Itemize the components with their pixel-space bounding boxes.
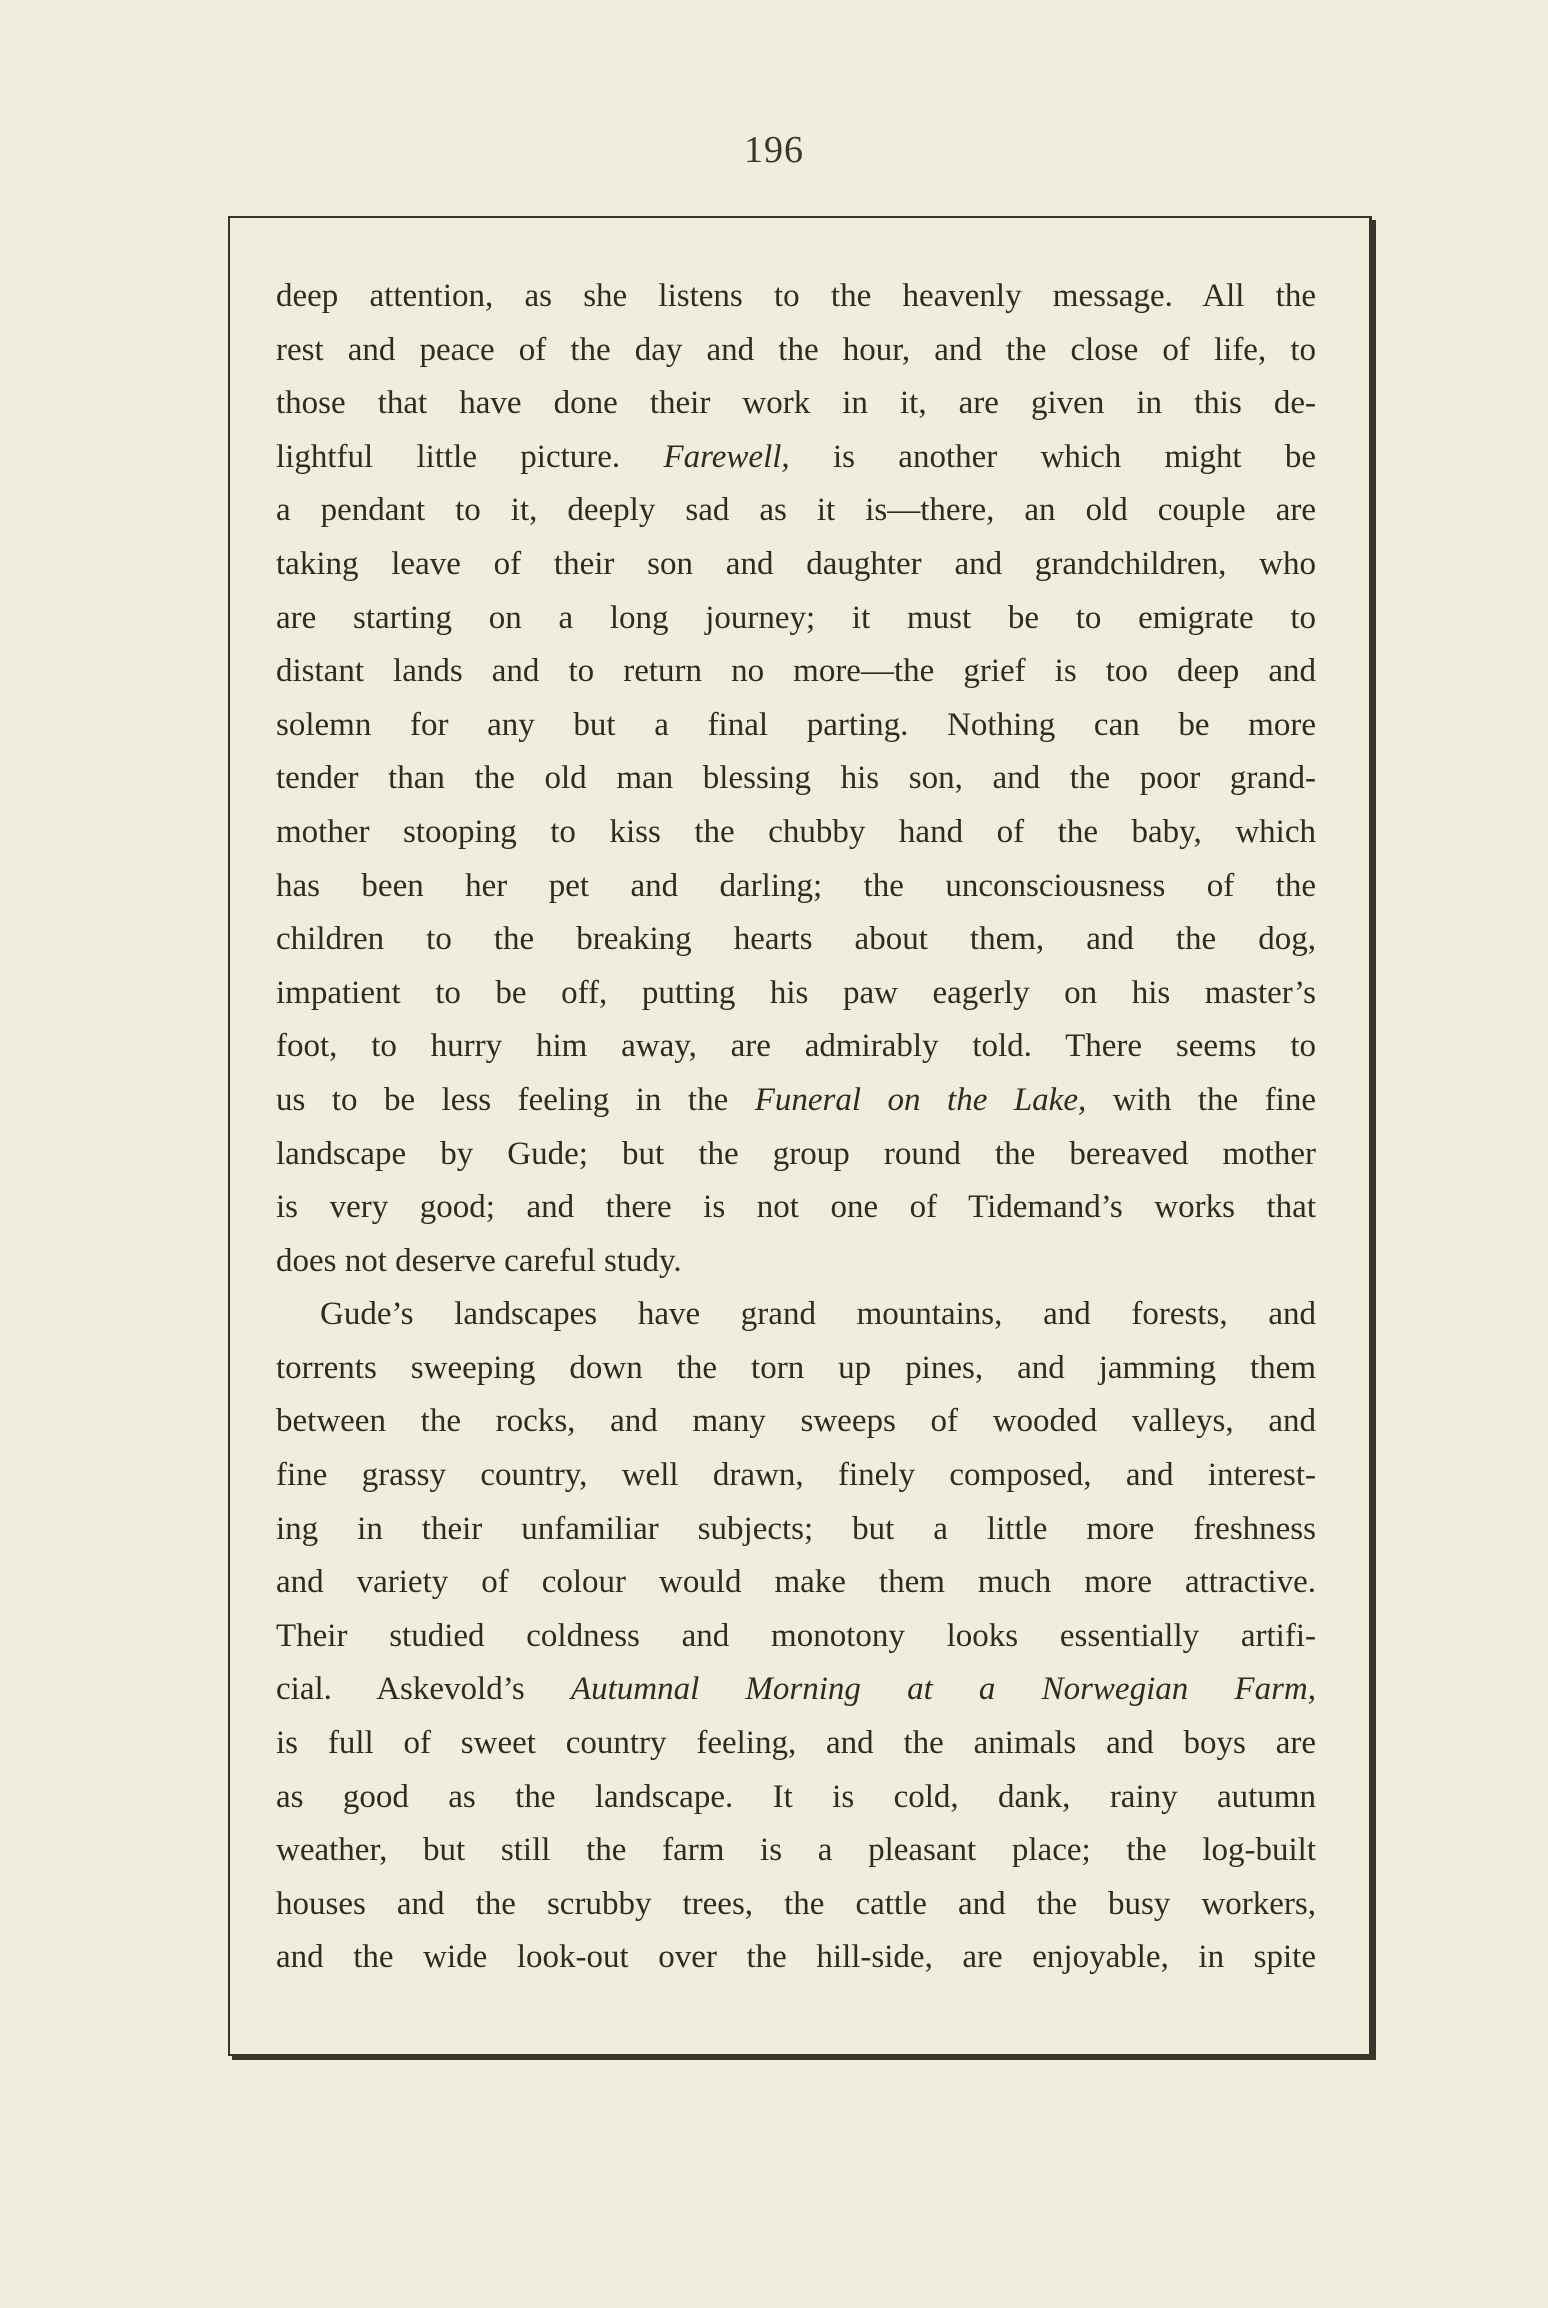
text-line (276, 538, 1316, 592)
frame-shadow-right (1372, 220, 1376, 2060)
text-line (276, 913, 1316, 967)
italic-title: Farewell, (663, 438, 790, 475)
text-line (276, 1824, 1316, 1878)
text-segment: a pendant to it, deeply sad as it is—there, an old couple are (276, 492, 1316, 529)
text-segment: Gude’s landscapes have grand mountains, and forests, and (320, 1296, 1316, 1333)
text-segment: ing in their unfamiliar subjects; but a little more freshness (276, 1510, 1316, 1547)
italic-title: Autumnal Morning at a Norwegian Farm, (570, 1671, 1316, 1708)
text-line (276, 431, 1316, 485)
text-segment: does not deserve careful study. (276, 1242, 682, 1279)
text-segment: between the rocks, and many sweeps of wooded valleys, and (276, 1403, 1316, 1440)
text-segment: cial. Askevold’s (276, 1671, 571, 1708)
text-line (276, 1074, 1316, 1128)
text-segment: those that have done their work in it, are given in this de- (276, 385, 1316, 422)
text-segment: with the fine (1086, 1081, 1317, 1118)
text-line (276, 1610, 1316, 1664)
text-segment: torrents sweeping down the torn up pines, and jamming them (276, 1349, 1316, 1386)
text-segment: has been her pet and darling; the unconsciousness of the (276, 867, 1316, 904)
text-line (276, 806, 1316, 860)
text-segment: is another which might be (789, 438, 1316, 475)
text-line (276, 1878, 1316, 1932)
text-segment: children to the breaking hearts about them, and the dog, (276, 921, 1316, 958)
text-line (276, 699, 1316, 753)
text-line (276, 484, 1316, 538)
text-segment: distant lands and to return no more—the grief is too deep and (276, 653, 1316, 690)
text-line (276, 1128, 1316, 1182)
page-number: 196 (744, 129, 804, 171)
text-segment: solemn for any but a final parting. Nothing can be more (276, 706, 1316, 743)
text-line (276, 592, 1316, 646)
text-segment: us to be less feeling in the (276, 1081, 755, 1118)
text-segment: rest and peace of the day and the hour, and the close of life, to (276, 331, 1316, 368)
italic-title: Funeral on the Lake, (754, 1081, 1087, 1118)
text-segment: and the wide look-out over the hill-side, are enjoyable, in spite (276, 1939, 1316, 1976)
text-segment: landscape by Gude; but the group round the bereaved mother (276, 1135, 1316, 1172)
text-line (276, 1235, 1316, 1289)
text-segment: taking leave of their son and daughter and grandchildren, who (276, 545, 1316, 582)
text-segment: as good as the landscape. It is cold, dank, rainy autumn (276, 1778, 1316, 1815)
text-segment: is full of sweet country feeling, and the animals and boys are (276, 1725, 1316, 1762)
text-line (276, 1020, 1316, 1074)
text-segment: tender than the old man blessing his son, and the poor grand- (276, 760, 1316, 797)
text-line (276, 270, 1316, 324)
text-line (276, 1717, 1316, 1771)
text-line (276, 324, 1316, 378)
text-segment: mother stooping to kiss the chubby hand of the baby, which (276, 813, 1316, 850)
text-line (276, 377, 1316, 431)
text-line (276, 1931, 1316, 1985)
text-line (276, 1395, 1316, 1449)
text-segment: weather, but still the farm is a pleasant place; the log-built (276, 1832, 1316, 1869)
text-line (276, 1556, 1316, 1610)
text-segment: deep attention, as she listens to the heavenly message. All the (276, 278, 1316, 314)
text-segment: foot, to hurry him away, are admirably told. There seems to (276, 1028, 1316, 1065)
text-segment: is very good; and there is not one of Tidemand’s works that (276, 1189, 1316, 1226)
text-segment: fine grassy country, well drawn, finely composed, and interest- (276, 1457, 1316, 1494)
text-line (276, 752, 1316, 806)
text-line (276, 1663, 1316, 1717)
text-line (276, 1181, 1316, 1235)
frame-shadow-bottom (232, 2056, 1376, 2060)
text-line (276, 967, 1316, 1021)
text-line (276, 645, 1316, 699)
text-segment: and variety of colour would make them much more attractive. (276, 1564, 1316, 1601)
text-line (276, 860, 1316, 914)
text-segment: Their studied coldness and monotony looks essentially artifi- (276, 1617, 1316, 1654)
text-line (276, 1449, 1316, 1503)
text-line (276, 1342, 1316, 1396)
text-segment: lightful little picture. (276, 438, 664, 475)
text-segment: impatient to be off, putting his paw eagerly on his master’s (276, 974, 1316, 1011)
text-line (276, 1771, 1316, 1825)
text-segment: are starting on a long journey; it must be to emigrate to (276, 599, 1316, 636)
text-segment: houses and the scrubby trees, the cattle and the busy workers, (276, 1885, 1316, 1922)
text-line (276, 1503, 1316, 1557)
body-text (276, 270, 1316, 1985)
text-line (276, 1288, 1316, 1342)
